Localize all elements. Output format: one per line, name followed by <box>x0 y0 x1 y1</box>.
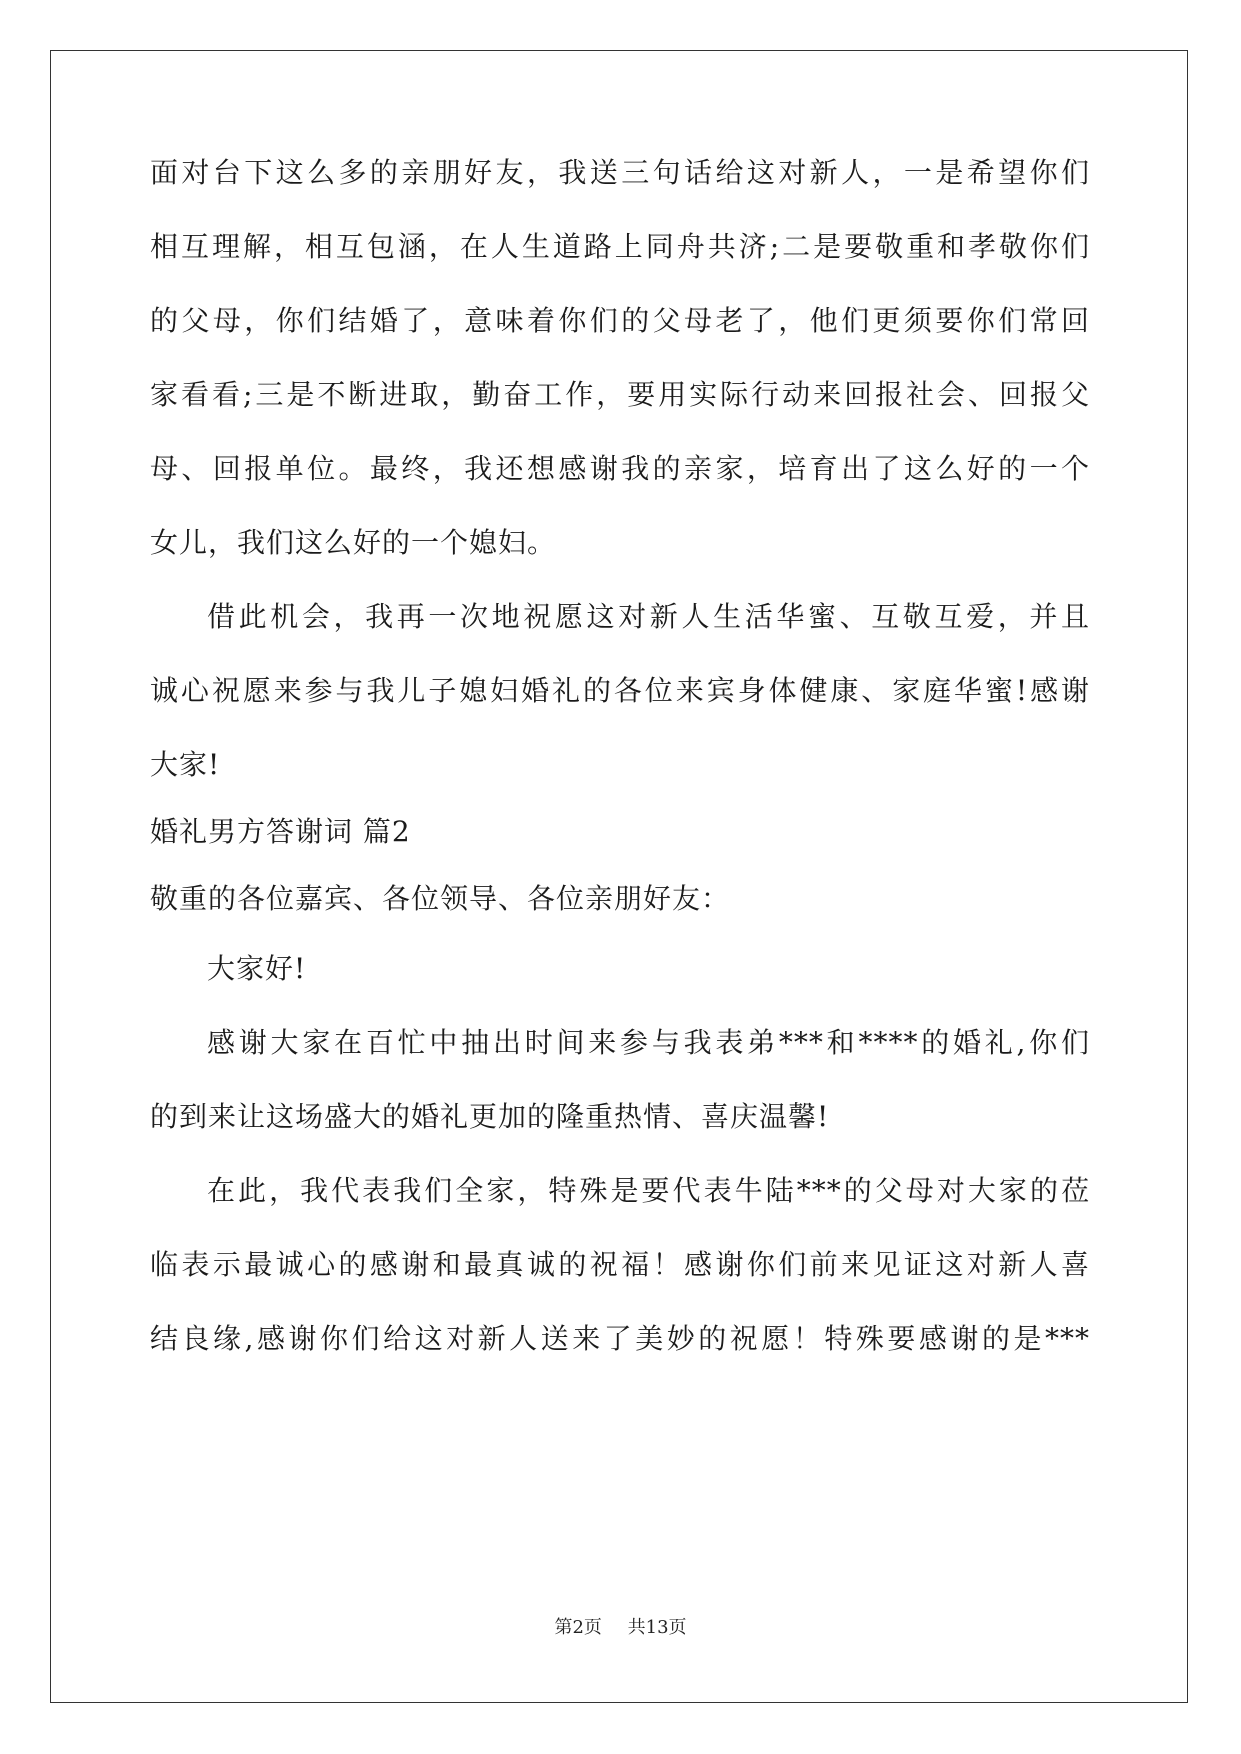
paragraph-line: 临表示最诚心的感谢和最真诚的祝福！感谢你们前来见证这对新人喜 <box>150 1248 1090 1281</box>
page-total: 共13页 <box>627 1617 687 1638</box>
paragraph-line: 母、回报单位。最终，我还想感谢我的亲家，培育出了这么好的一个 <box>150 452 1090 485</box>
paragraph-line: 相互理解，相互包涵，在人生道路上同舟共济;二是要敬重和孝敬你们 <box>150 230 1090 263</box>
paragraph-line: 借此机会，我再一次地祝愿这对新人生活华蜜、互敬互爱，并且 <box>207 600 1090 633</box>
paragraph-line: 的到来让这场盛大的婚礼更加的隆重热情、喜庆温馨! <box>150 1100 830 1133</box>
paragraph-line: 女儿，我们这么好的一个媳妇。 <box>150 526 557 559</box>
salutation: 敬重的各位嘉宾、各位领导、各位亲朋好友： <box>150 882 731 915</box>
section-heading: 婚礼男方答谢词 篇2 <box>150 815 411 848</box>
paragraph-line: 诚心祝愿来参与我儿子媳妇婚礼的各位来宾身体健康、家庭华蜜!感谢 <box>150 674 1090 707</box>
greeting: 大家好! <box>207 952 307 985</box>
paragraph-line: 面对台下这么多的亲朋好友，我送三句话给这对新人，一是希望你们 <box>150 156 1090 189</box>
paragraph-line: 感谢大家在百忙中抽出时间来参与我表弟***和****的婚礼,你们 <box>207 1026 1090 1059</box>
paragraph-line: 家看看;三是不断进取，勤奋工作，要用实际行动来回报社会、回报父 <box>150 378 1090 411</box>
paragraph-line: 的父母，你们结婚了，意味着你们的父母老了，他们更须要你们常回 <box>150 304 1090 337</box>
page-footer <box>0 1613 1241 1639</box>
page-number: 第2页 <box>554 1617 602 1638</box>
paragraph-line: 在此，我代表我们全家，特殊是要代表牛陆***的父母对大家的莅 <box>207 1174 1090 1207</box>
paragraph-line: 大家! <box>150 748 221 781</box>
paragraph-line: 结良缘,感谢你们给这对新人送来了美妙的祝愿！特殊要感谢的是*** <box>150 1322 1090 1355</box>
page-border <box>50 50 1188 1703</box>
